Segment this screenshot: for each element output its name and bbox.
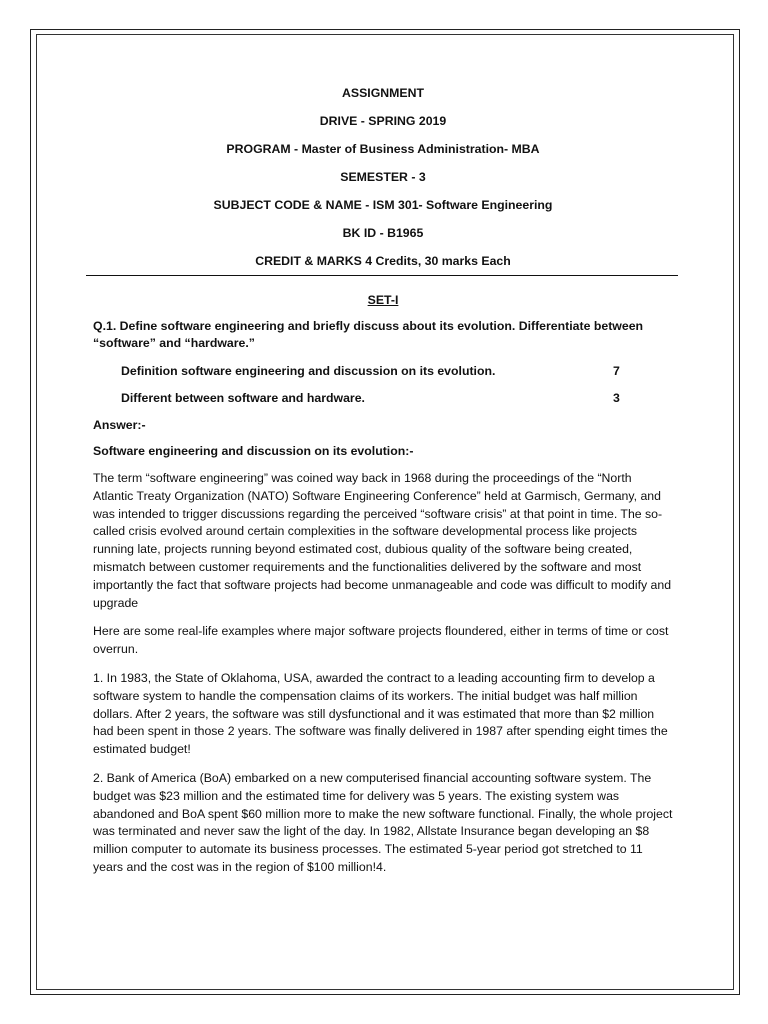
answer-label: Answer:- <box>93 418 146 432</box>
set-title: SET-I <box>367 293 399 307</box>
question-text: Q.1. Define software engineering and briefly discuss about its evolution. Differentiate between “software” and “hardware.” <box>93 319 644 350</box>
assignment-header <box>93 86 673 269</box>
question-part <box>121 391 673 406</box>
section-heading: Software engineering and discussion on its evolution:- <box>93 444 414 458</box>
body-paragraph: Here are some real-life examples where major software projects floundered, either in terms of time or cost overrun. <box>93 624 669 657</box>
header-program: PROGRAM - Master of Business Administration- MBA <box>226 142 540 156</box>
header-divider <box>86 275 678 276</box>
question-part <box>121 364 673 379</box>
header-semester: SEMESTER - 3 <box>340 170 426 184</box>
document-page <box>93 86 673 888</box>
body-paragraph: 2. Bank of America (BoA) embarked on a new computerised financial accounting software system. The budget was $23 million and the estimated time for delivery was 5 years. The existing system was abandoned and BoA spent $60 million more to make the new software functional. Finally, the whole project was terminated and never saw the light of the day. In 1982, Allstate Insurance began developing an $8 million computer to automate its business processes. The estimated 5-year period got stretched to 11 years and the cost was in the region of $100 million!4. <box>93 770 673 874</box>
header-subject: SUBJECT CODE & NAME - ISM 301- Software Engineering <box>213 198 553 212</box>
header-bk-id: BK ID - B1965 <box>342 226 424 240</box>
header-title: ASSIGNMENT <box>342 86 424 100</box>
header-drive: DRIVE - SPRING 2019 <box>319 114 447 128</box>
question-part-marks: 3 <box>613 391 620 405</box>
body-paragraph: The term “software engineering” was coined way back in 1968 during the proceedings of the “North Atlantic Treaty Organization (NATO) Software Engineering Conference” held at Garmisch, Germany, and was intended to trigger discussions regarding the perceived “software crisis” at that point in time. The so-called crisis evolved around certain complexities in the software developmental process like projects running late, projects running beyond estimated cost, dubious quality of the software being created, mismatch between customer requirements and the functionalities delivered by the software and most importantly the fact that software projects had become unmanageable and code was difficult to modify and upgrade <box>93 471 672 610</box>
question-part-label: Definition software engineering and discussion on its evolution. <box>121 364 496 378</box>
body-paragraph: 1. In 1983, the State of Oklahoma, USA, awarded the contract to a leading accounting firm to develop a software system to handle the compensation claims of its workers. The initial budget was half million dollars. After 2 years, the software was still dysfunctional and it was estimated that more than $2 million had been spent in those 2 years. The software was finally delivered in 1987 after spending eight times the estimated budget! <box>93 670 668 757</box>
question-part-marks: 7 <box>613 364 620 378</box>
question-part-label: Different between software and hardware. <box>121 391 365 405</box>
header-credits: CREDIT & MARKS 4 Credits, 30 marks Each <box>255 254 511 268</box>
